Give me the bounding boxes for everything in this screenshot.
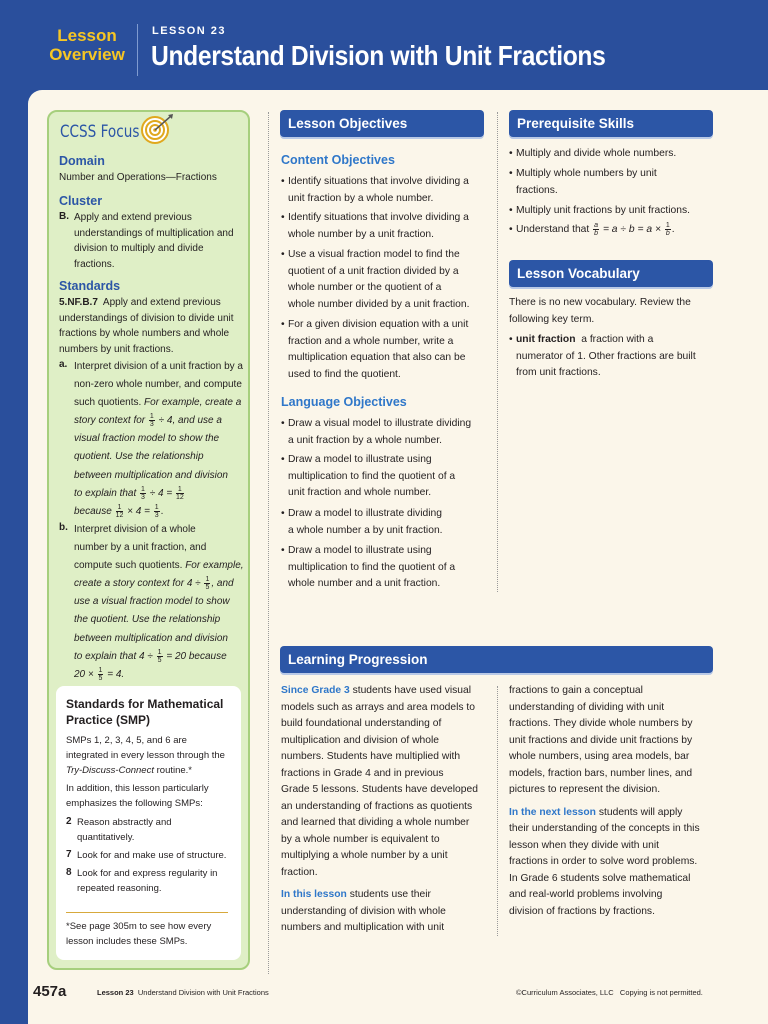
vocab-intro: There is no new vocabulary. Review the following key term. (509, 297, 691, 325)
target-icon (137, 112, 177, 146)
list-item: • Multiply unit fractions by unit fractions. (509, 205, 690, 216)
vocab-term: • unit fraction a fraction with a numerator of 1. Other fractions are built from unit fractions. (509, 334, 696, 378)
lesson-vocabulary-heading: Lesson Vocabulary (509, 260, 713, 287)
list-item: • For a given division equation with a unit fraction and a whole number, write a multiplication equation that also can be used to find the quotient. (281, 319, 469, 380)
footer-lesson: Lesson 23 Understand Division with Unit Fractions (97, 988, 269, 997)
standards-heading: Standards (59, 279, 121, 293)
prerequisite-skills-heading: Prerequisite Skills (509, 110, 713, 137)
list-item: • Use a visual fraction model to find the quotient of a unit fraction divided by a whole number or the quotient of a whole number divided by a unit fraction. (281, 249, 470, 310)
standard-b-text: Interpret division of a whole number by a unit fraction, and compute such quotients. For example, create a story context for 4 ÷ $\frac{1}{5}$ , and use a visual fraction model to show the quotient. Use the relationship between multiplication and division to explain that 4 ÷ $\frac{1}{5}$ = 20 because 20 × $\frac{1}{5}$ = 4. (74, 524, 244, 682)
smp-item-text: Look for and make use of structure. (77, 850, 227, 861)
list-item: • Multiply and divide whole numbers. (509, 148, 677, 159)
smp-item-number: 2 (66, 816, 72, 827)
page-number: 457a (33, 983, 67, 1000)
smp-item-number: 8 (66, 867, 72, 878)
smp-intro-2: In addition, this lesson particularly emphasizes the following SMPs: (66, 783, 209, 809)
progression-col-2: fractions to gain a conceptual understanding of dividing with unit fractions. They divide whole numbers by unit fractions and divide unit fractions by whole numbers, using area models, bar models, fraction bars, number lines, and pictures to represent the division. In the next lesson students will apply their understanding of the concepts in this lesson when they divide with unit fractions in order to solve word problems. In Grade 6 students solve mathematical and real-world problems involving division of fractions by fractions. (509, 685, 700, 917)
list-item: • Understand that $\frac{a}{b}$ = a ÷ b = a × $\frac{1}{b}$ . (509, 222, 675, 237)
smp-item-text: Look for and express regularity in repeated reasoning. (77, 868, 218, 894)
column-divider (497, 686, 498, 936)
smp-title: Standards for Mathematical Practice (SMP) (66, 697, 224, 727)
language-objectives-heading: Language Objectives (281, 395, 407, 409)
content-objectives-heading: Content Objectives (281, 153, 395, 167)
list-item: • Draw a visual model to illustrate dividing a unit fraction by a whole number. (281, 418, 472, 446)
list-item: • Identify situations that involve dividing a unit fraction by a whole number. (281, 176, 469, 204)
learning-progression-heading: Learning Progression (280, 646, 713, 673)
smp-item-text: Reason abstractly and quantitatively. (77, 817, 172, 843)
progression-col-1: Since Grade 3 students have used visual models such as arrays and area models to build foundational understanding of multiplication and division of whole numbers. Students have multiplied with fractions in Grade 4 and in previous Grade 5 lessons. Students have developed an understanding of fractions as quotients and learned that dividing a whole number by a whole number is equivalent to multiplying a whole number by a unit fraction. In this lesson students use their understanding of division with whole numbers and multiplication with unit (281, 685, 478, 933)
domain-heading: Domain (59, 154, 105, 168)
list-item: • Draw a model to illustrate using multiplication to find the quotient of a whole number and a unit fraction. (281, 545, 456, 589)
column-divider (268, 112, 269, 974)
cluster-letter: B. (59, 211, 69, 222)
domain-text: Number and Operations—Fractions (59, 172, 217, 183)
ccss-focus-title: CCSS Focus (60, 122, 140, 142)
list-item: • Draw a model to illustrate using multiplication to find the quotient of a unit fraction and whole number. (281, 454, 456, 498)
list-item: • Identify situations that involve dividing a whole number by a unit fraction. (281, 212, 469, 240)
page-title: Understand Division with Unit Fractions (151, 40, 606, 71)
standard-intro: 5.NF.B.7 Apply and extend previous understandings of division to divide unit fractions by whole numbers and whole numbers by unit fractions. (59, 297, 234, 355)
list-item: • Multiply whole numbers by unit fractions. (509, 168, 657, 196)
lesson-number: LESSON 23 (152, 25, 227, 37)
list-item: • Draw a model to illustrate dividing a whole number a by unit fraction. (281, 508, 443, 536)
cluster-heading: Cluster (59, 194, 103, 208)
smp-footnote: *See page 305m to see how every lesson includes these SMPs. (66, 921, 212, 947)
standard-b-letter: b. (59, 522, 68, 533)
smp-item-number: 7 (66, 849, 72, 860)
cluster-text: Apply and extend previous understandings of multiplication and division to multiply and divide fractions. (74, 212, 234, 270)
standard-a-text: Interpret division of a unit fraction by a non-zero whole number, and compute such quotients. For example, create a story context for $\frac{1}{3}$ ÷ 4, and use a visual fraction model to show the quotient. Use the relationship between multiplication and division to explain that $\frac{1}{3}$ ÷ 4 = $\frac{1}{12}$ because $\frac{1}{12}$ × 4 = $\frac{1}{3}$ . (74, 361, 243, 519)
lesson-objectives-heading: Lesson Objectives (280, 110, 484, 137)
footer-copyright: ©Curriculum Associates, LLC Copying is not permitted. (516, 988, 703, 997)
standard-a-letter: a. (59, 359, 68, 370)
smp-divider (66, 912, 228, 913)
header-divider (137, 24, 138, 76)
column-divider (497, 112, 498, 592)
lesson-overview-badge: Lesson Overview (49, 26, 125, 64)
smp-intro: SMPs 1, 2, 3, 4, 5, and 6 are integrated in every lesson through the Try-Discuss-Connect routine.* (66, 735, 225, 776)
smp-box (56, 686, 241, 960)
